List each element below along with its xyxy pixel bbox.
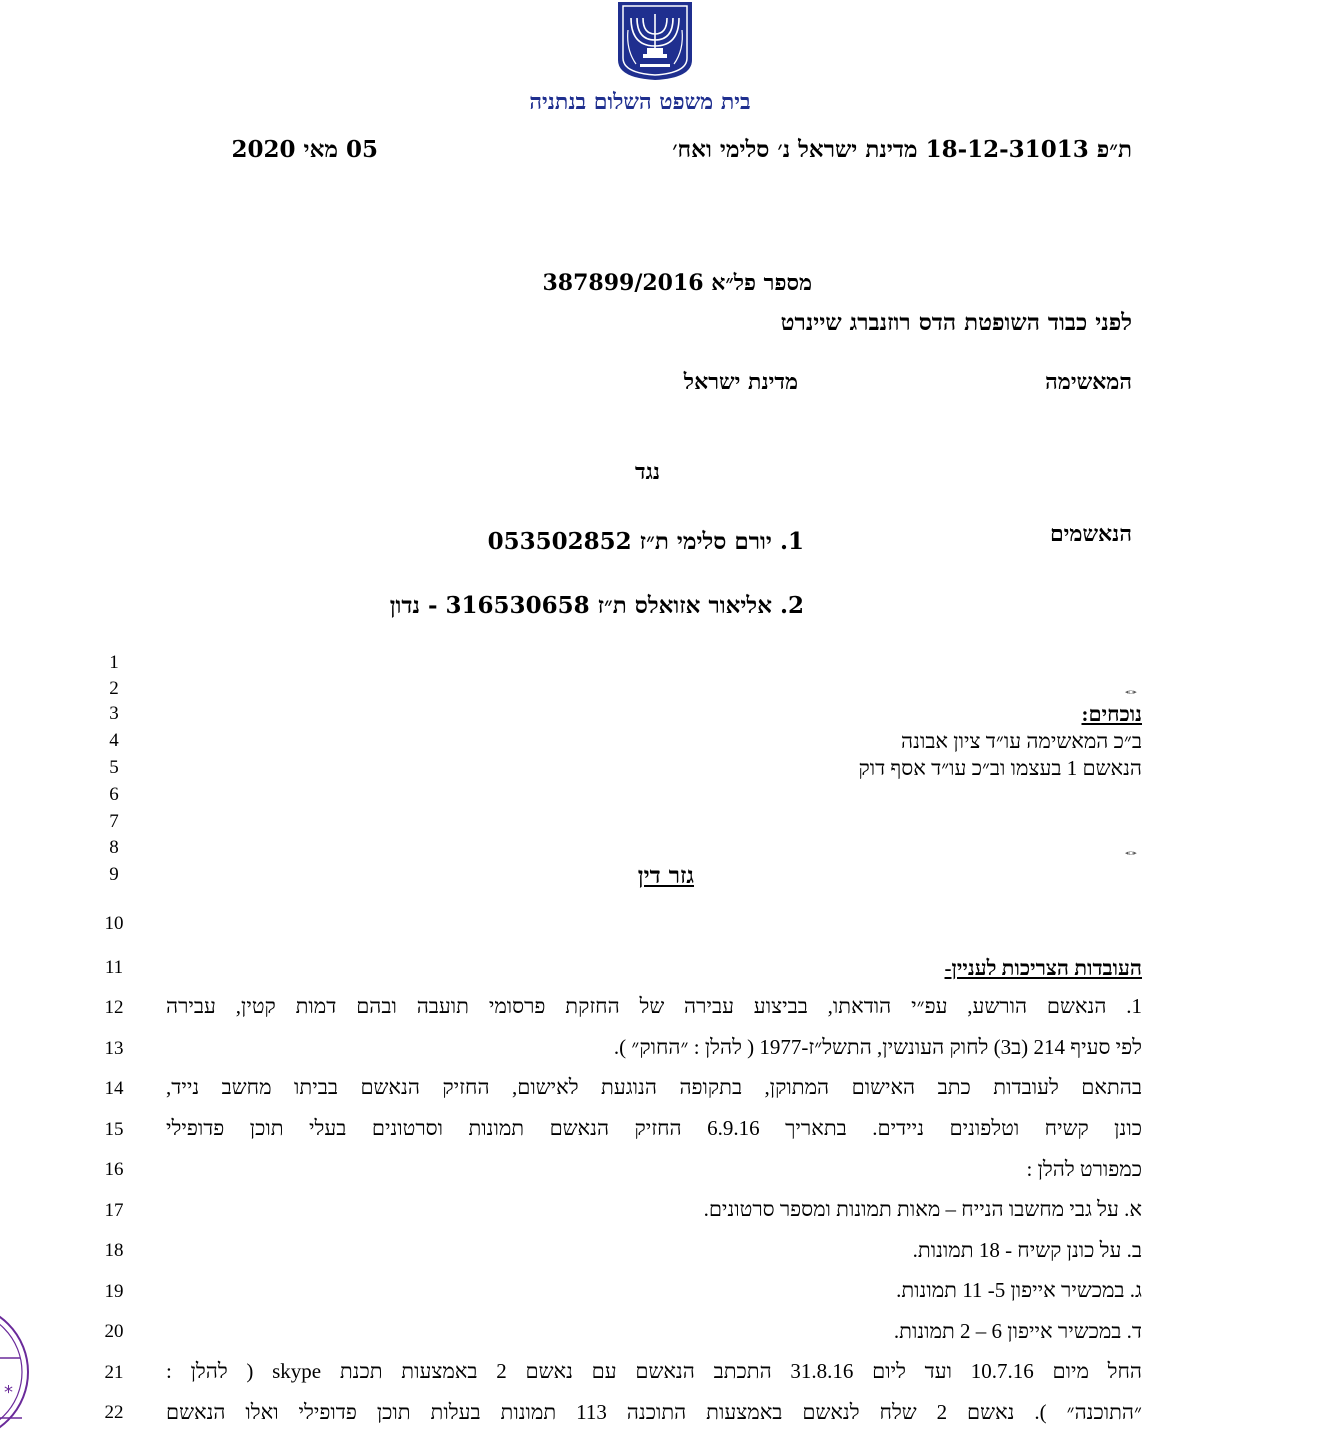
line-number: 13: [104, 1038, 124, 1059]
present-title: נוכחים:: [1081, 702, 1142, 726]
line-number: 7: [109, 811, 119, 832]
paragraph-line: בהתאם לעובדות כתב האישום המתוקן, בתקופה הנוגעת לאישום, החזיק הנאשם בביתו מחשב נייד,: [166, 1075, 1142, 1099]
stamp-seal-icon: [0, 1300, 40, 1444]
line-number: 12: [104, 997, 124, 1018]
line-number: 1: [109, 652, 119, 673]
paragraph-line: ג. במכשיר אייפון 5- 11 תמונות.: [896, 1278, 1142, 1302]
present-line: ב״כ המאשימה עו״ד ציון אבונה: [901, 729, 1142, 753]
prosecution-name: מדינת ישראל: [683, 369, 798, 395]
line-number: 11: [104, 957, 124, 978]
facts-title: העובדות הצריכות לעניין-: [944, 956, 1142, 980]
defendant-2: 2. אליאור אזואלס ת״ז 316530658 - נדון: [389, 592, 804, 619]
state-emblem-icon: [614, 0, 696, 82]
line-number: 10: [104, 913, 124, 934]
judge-line: לפני כבוד השופטת הדס רוזנברג שיינרט: [780, 309, 1132, 336]
verdict-title: גזר דין: [637, 862, 694, 889]
line-number: 22: [104, 1402, 124, 1423]
paragraph-line: ד. במכשיר אייפון 6 – 2 תמונות.: [893, 1319, 1142, 1343]
line-number: 19: [104, 1281, 124, 1302]
case-title: ת״פ 18-12-31013 מדינת ישראל נ׳ סלימי ואח׳: [672, 136, 1132, 163]
paragraph-line: כמפורט להלן :: [1026, 1157, 1142, 1181]
line-number: 3: [109, 703, 119, 724]
line-number: 8: [109, 837, 119, 858]
paragraph-line: 1. הנאשם הורשע, עפ״י הודאתו, בביצוע עבירה של החזקת פרסומי תועבה ובהם דמות קטין, עבירה: [166, 994, 1142, 1018]
versus: נגד: [635, 459, 660, 485]
file-number: מספר פל״א 387899/2016: [542, 270, 812, 296]
line-number: 21: [104, 1362, 124, 1383]
line-number: 16: [104, 1159, 124, 1180]
svg-text:*: *: [4, 1382, 13, 1403]
line-number: 20: [104, 1321, 124, 1342]
line-number: 4: [109, 730, 119, 751]
line-number: 5: [109, 757, 119, 778]
document-date: 05 מאי 2020: [231, 136, 378, 163]
line-number: 14: [104, 1078, 124, 1099]
prosecution-label: המאשימה: [1045, 369, 1132, 395]
paragraph-line: לפי סעיף 214 (ב3) לחוק העונשין, התשל״ז-1977 ( להלן : ״החוק״ ).: [613, 1035, 1142, 1059]
defendant-1: 1. יורם סלימי ת״ז 053502852: [487, 528, 804, 555]
paragraph-line: כונן קשיח וטלפונים ניידים. בתאריך 6.9.16 החזיק הנאשם תמונות וסרטונים בעלי תוכן פדופילי: [166, 1116, 1142, 1140]
defendants-label: הנאשמים: [1049, 521, 1132, 547]
paragraph-line: א. על גבי מחשבו הנייח – מאות תמונות ומספר סרטונים.: [703, 1197, 1142, 1221]
paragraph-line: החל מיום 10.7.16 ועד ליום 31.8.16 התכתב הנאשם עם נאשם 2 באמצעות תכנת skype ( להלן :: [166, 1359, 1142, 1383]
anchor-marker-icon: ◂▫▸: [1125, 688, 1137, 696]
paragraph-line: ״התוכנה״ ). נאשם 2 שלח לנאשם באמצעות התוכנה 113 תמונות בעלות תוכן פדופילי ואלו הנאשם: [166, 1400, 1142, 1424]
anchor-marker-icon: ◂▫▸: [1125, 849, 1137, 857]
paragraph-line: ב. על כונן קשיח - 18 תמונות.: [912, 1238, 1142, 1262]
line-number: 18: [104, 1240, 124, 1261]
line-number: 6: [109, 784, 119, 805]
line-number: 2: [109, 678, 119, 699]
line-number: 9: [109, 864, 119, 885]
line-number: 15: [104, 1119, 124, 1140]
present-line: הנאשם 1 בעצמו וב״כ עו״ד אסף דוק: [858, 756, 1142, 780]
court-name: בית משפט השלום בנתניה: [529, 89, 751, 115]
line-number: 17: [104, 1200, 124, 1221]
